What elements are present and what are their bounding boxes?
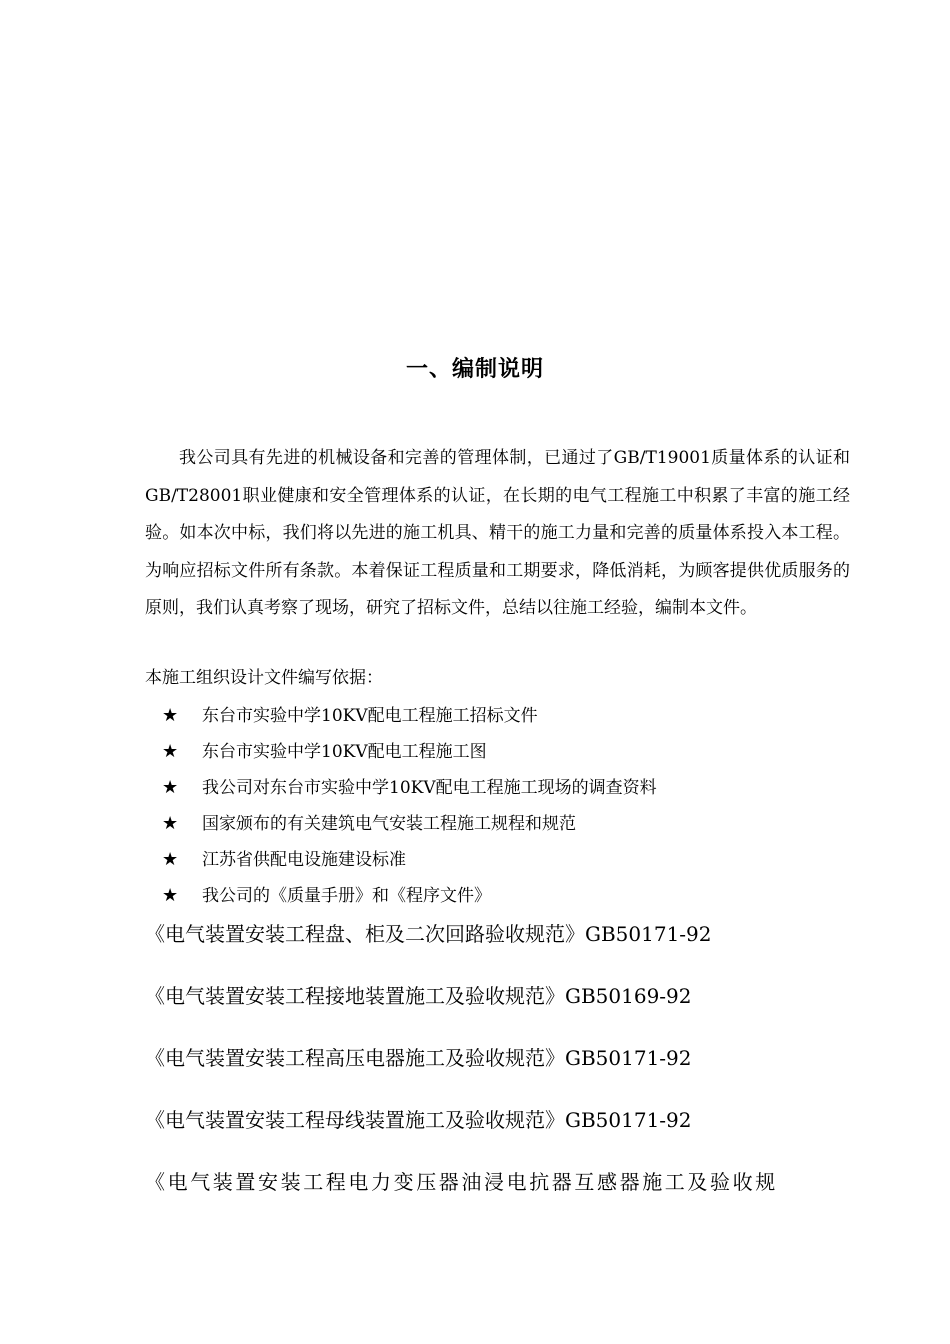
list-item-text: 东台市实验中学10KV配电工程施工图 — [202, 742, 487, 762]
norm-item: 《电气装置安装工程母线装置施工及验收规范》GB50171-92 — [145, 1108, 692, 1132]
intro-paragraph: 我公司具有先进的机械设备和完善的管理体制，已通过了GB/T19001质量体系的认证和GB/T28001职业健康和安全管理体系的认证，在长期的电气工程施工中积累了丰富的施工经验。如本次中标，我们将以先进的施工机具、精干的施工力量和完善的质量体系投入本工程。为响应招标文件所有条款。本着保证工程质量和工期要求，降低消耗，为顾客提供优质服务的原则，我们认真考察了现场，研究了招标文件，总结以往施工经验，编制本文件。 — [145, 448, 850, 618]
list-item — [162, 806, 657, 842]
list-item — [162, 842, 657, 878]
star-icon: ★ — [162, 813, 179, 834]
list-item — [162, 734, 657, 770]
list-item — [162, 878, 657, 914]
norms-list — [145, 914, 850, 1224]
star-icon: ★ — [162, 705, 179, 726]
norm-item: 《电气装置安装工程高压电器施工及验收规范》GB50171-92 — [145, 1046, 692, 1070]
list-item — [162, 770, 657, 806]
list-item — [162, 698, 657, 734]
star-icon: ★ — [162, 741, 179, 762]
basis-label: 本施工组织设计文件编写依据： — [145, 668, 383, 688]
list-item-text: 我公司的《质量手册》和《程序文件》 — [202, 886, 491, 906]
norm-item: 《电气装置安装工程接地装置施工及验收规范》GB50169-92 — [145, 984, 692, 1008]
list-item-text: 江苏省供配电设施建设标准 — [202, 850, 406, 870]
list-item-text: 我公司对东台市实验中学10KV配电工程施工现场的调查资料 — [202, 778, 657, 798]
section-title: 一、编制说明 — [405, 357, 544, 382]
star-icon: ★ — [162, 849, 179, 870]
norm-item: 《电气装置安装工程电力变压器油浸电抗器互感器施工及验收规 — [145, 1170, 778, 1194]
list-item-text: 东台市实验中学10KV配电工程施工招标文件 — [202, 706, 538, 726]
norm-item: 《电气装置安装工程盘、柜及二次回路验收规范》GB50171-92 — [145, 922, 712, 946]
star-icon: ★ — [162, 885, 179, 906]
list-item-text: 国家颁布的有关建筑电气安装工程施工规程和规范 — [202, 814, 576, 834]
basis-list — [162, 698, 657, 914]
star-icon: ★ — [162, 777, 179, 798]
